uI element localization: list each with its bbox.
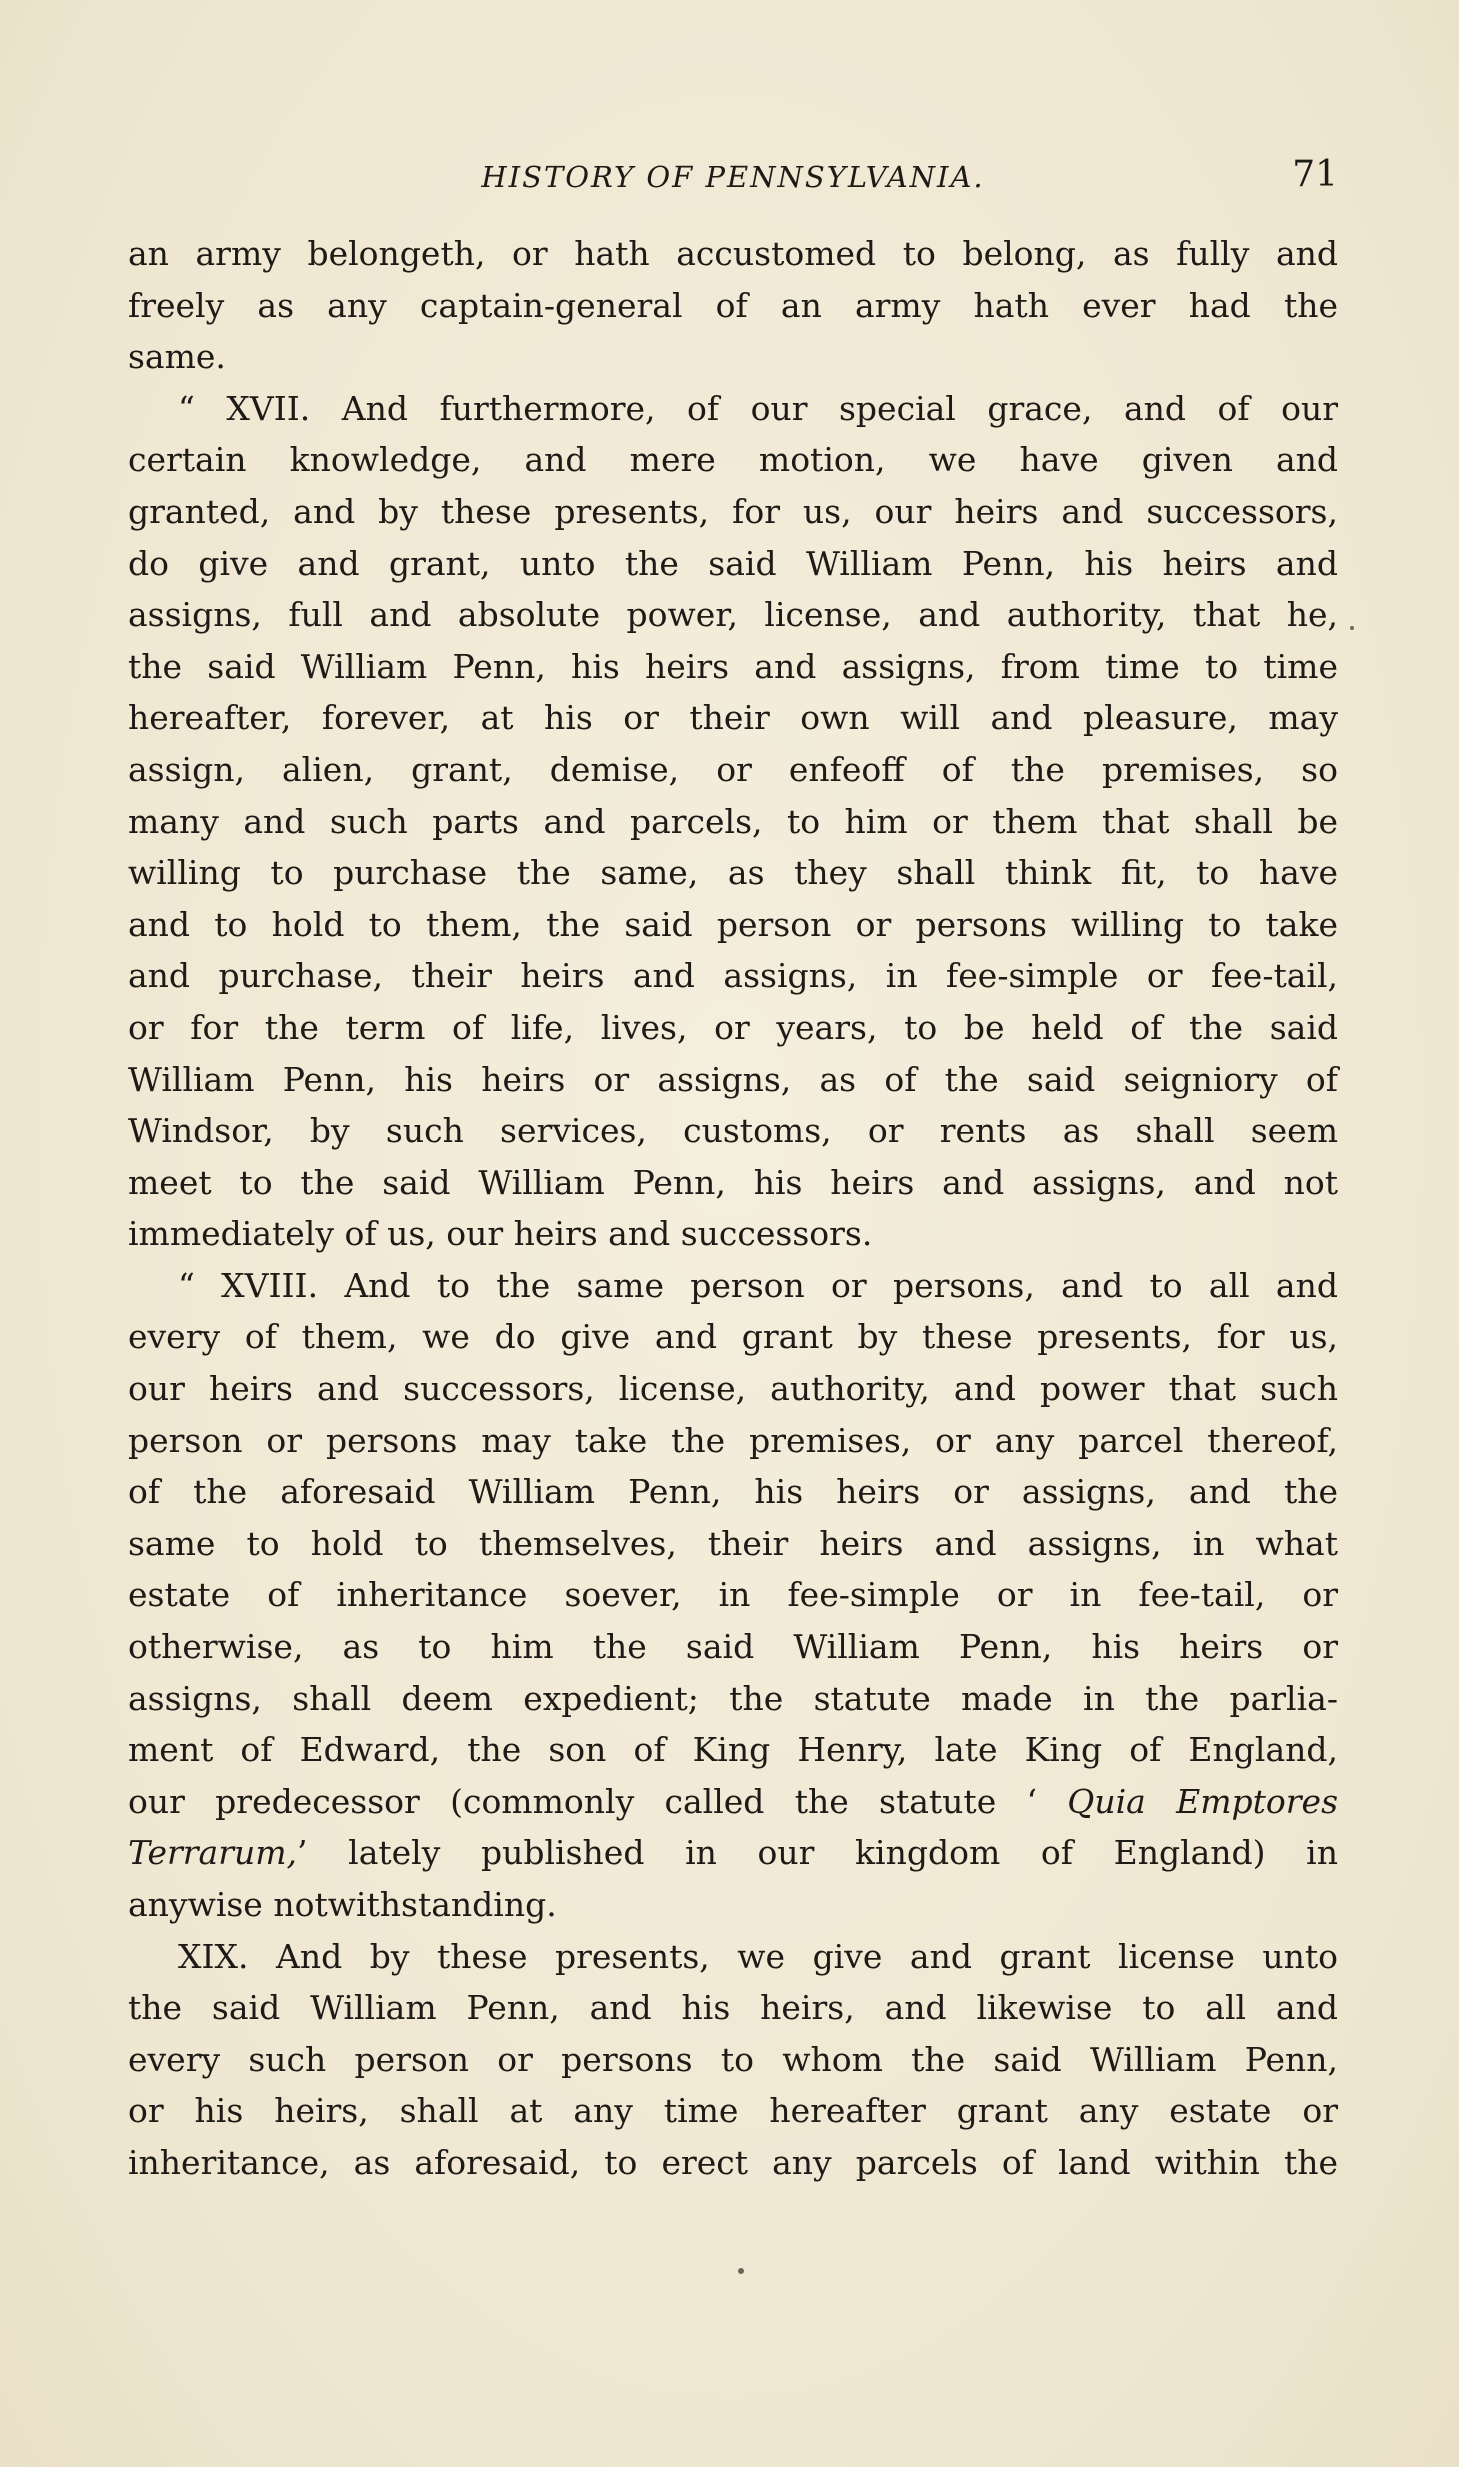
text-line: the said William Penn, his heirs and assigns, from time to time [128, 646, 1338, 686]
text-line: “ XVII. And furthermore, of our special grace, and of our [178, 388, 1338, 428]
text-line: freely as any captain-general of an army hath ever had the [128, 285, 1338, 325]
text-line: or his heirs, shall at any time hereafter grant any estate or [128, 2091, 1338, 2131]
text-line: and to hold to them, the said person or persons willing to take [128, 904, 1338, 944]
text-line: anywise notwithstanding. [128, 1885, 557, 1924]
italic-phrase: Quia Emptores [1067, 1781, 1338, 1821]
italic-phrase: Terrarum, [128, 1833, 298, 1873]
text-line: and purchase, their heirs and assigns, in fee-simple or fee-tail, [128, 956, 1338, 996]
text-line: meet to the said William Penn, his heirs and assigns, and not [128, 1162, 1338, 1202]
text-line: Windsor, by such services, customs, or rents as shall seem [128, 1111, 1338, 1151]
text-line: our heirs and successors, license, authority, and power that such [128, 1369, 1338, 1409]
text-line: William Penn, his heirs or assigns, as of the said seigniory of [128, 1059, 1338, 1099]
text-line: assign, alien, grant, demise, or enfeoff of the premises, so [128, 749, 1338, 789]
text-line: granted, and by these presents, for us, our heirs and successors, [128, 491, 1338, 531]
text-line: willing to purchase the same, as they shall think fit, to have [128, 853, 1338, 893]
text-line: ment of Edward, the son of King Henry, late King of England, [128, 1730, 1338, 1770]
text-line: immediately of us, our heirs and successors. [128, 1214, 873, 1254]
text-line: assigns, full and absolute power, license, and authority, that he, [128, 595, 1338, 635]
text-line: person or persons may take the premises, or any parcel thereof, [128, 1420, 1338, 1460]
text-line: many and such parts and parcels, to him or them that shall be [128, 801, 1338, 841]
running-title: HISTORY OF PENNSYLVANIA. [481, 160, 985, 194]
text-line: of the aforesaid William Penn, his heirs or assigns, and the [128, 1472, 1338, 1512]
text-line: same to hold to themselves, their heirs and assigns, in what [128, 1523, 1338, 1563]
text-line: or for the term of life, lives, or years, to be held of the said [128, 1007, 1338, 1047]
body-text [128, 228, 1338, 2189]
text-line: inheritance, as aforesaid, to erect any parcels of land within the [128, 2142, 1338, 2182]
text-line: assigns, shall deem expedient; the statute made in the parlia- [128, 1678, 1338, 1718]
text-line: every such person or persons to whom the said William Penn, [128, 2039, 1338, 2079]
text-line: estate of inheritance soever, in fee-simple or in fee-tail, or [128, 1575, 1338, 1615]
text-segment: ’ lately published in our kingdom of England) in [297, 1833, 1338, 1873]
running-head [128, 152, 1338, 202]
text-line: certain knowledge, and mere motion, we have given and [128, 440, 1338, 480]
text-line-with-italic [128, 1827, 1338, 1879]
text-line: “ XVIII. And to the same person or persons, and to all and [178, 1265, 1338, 1305]
page-number: 71 [1292, 154, 1338, 195]
paper-speck [1350, 626, 1354, 630]
text-segment: our predecessor (commonly called the statute ‘ [128, 1781, 1068, 1821]
text-line: same. [128, 337, 226, 377]
text-line: XIX. And by these presents, we give and grant license unto [178, 1936, 1338, 1976]
text-line: otherwise, as to him the said William Penn, his heirs or [128, 1627, 1338, 1667]
paper-speck [738, 2268, 744, 2274]
text-line: an army belongeth, or hath accustomed to belong, as fully and [128, 234, 1338, 273]
text-line-with-italic [128, 1776, 1338, 1828]
text-line: every of them, we do give and grant by these presents, for us, [128, 1317, 1338, 1357]
text-line: the said William Penn, and his heirs, and likewise to all and [128, 1988, 1338, 2028]
text-line: do give and grant, unto the said William Penn, his heirs and [128, 543, 1338, 583]
text-line: hereafter, forever, at his or their own will and pleasure, may [128, 698, 1338, 738]
